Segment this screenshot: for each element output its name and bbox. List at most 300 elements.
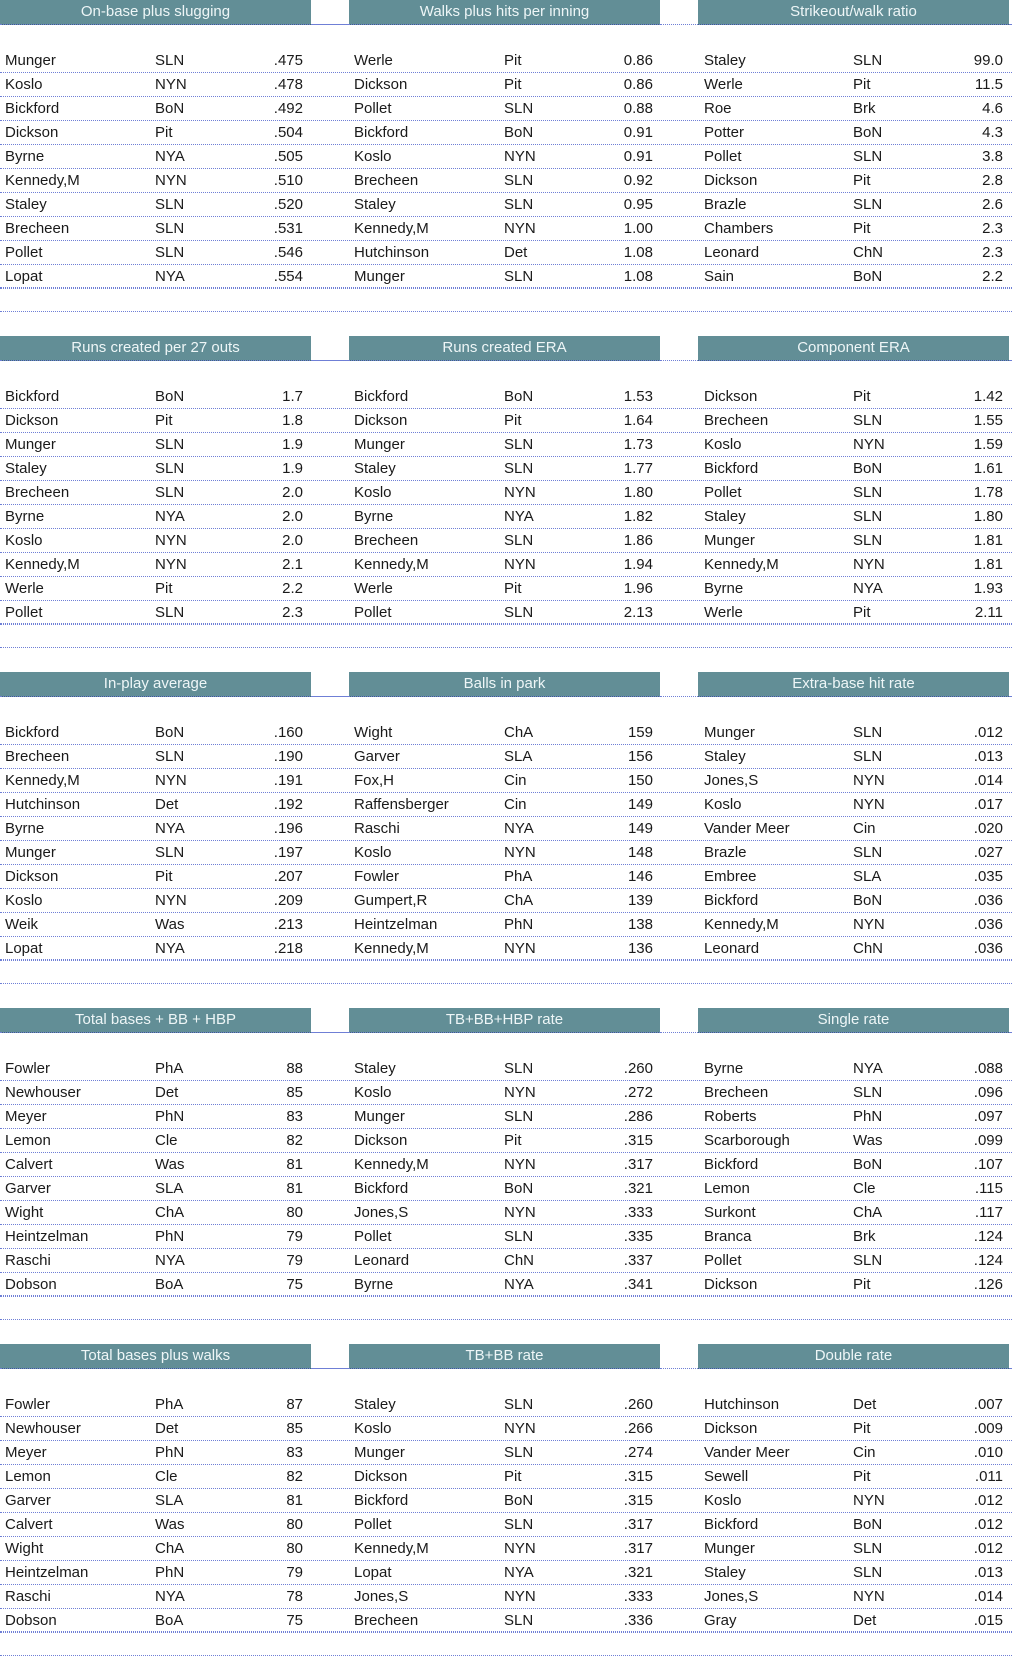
table-row [0, 504, 1012, 529]
table-row [0, 528, 1012, 553]
stat-value: 0.91 [623, 148, 653, 165]
player-name: Brecheen [5, 220, 70, 237]
team-code: NYN [853, 772, 885, 789]
stat-value: 1.9 [282, 460, 303, 477]
team-code: ChA [155, 1204, 185, 1221]
stat-value: 2.6 [982, 196, 1003, 213]
player-name: Bickford [354, 1180, 409, 1197]
team-code: NYN [504, 1540, 536, 1557]
team-code: PhN [504, 916, 534, 933]
stat-value: .554 [273, 268, 303, 285]
team-code: ChA [504, 892, 534, 909]
player-name: Bickford [5, 100, 60, 117]
team-code: PhN [155, 1108, 185, 1125]
team-code: NYN [853, 1588, 885, 1605]
table-row [0, 792, 1012, 817]
team-code: PhN [155, 1228, 185, 1245]
table-row [0, 1512, 1012, 1537]
player-name: Heintzelman [354, 916, 438, 933]
stat-value: .012 [973, 1540, 1003, 1557]
team-code: Pit [504, 76, 522, 93]
stat-value: .012 [973, 1516, 1003, 1533]
player-name: Pollet [704, 148, 742, 165]
player-name: Raschi [354, 820, 400, 837]
stat-value: 150 [627, 772, 653, 789]
section-header: Total bases plus walks [0, 1344, 311, 1369]
player-name: Newhouser [5, 1084, 81, 1101]
team-code: PhA [504, 868, 533, 885]
team-code: Pit [504, 412, 522, 429]
player-name: Dobson [5, 1276, 57, 1293]
team-code: Det [155, 1084, 179, 1101]
player-name: Pollet [704, 484, 742, 501]
stat-value: .207 [273, 868, 303, 885]
team-code: NYN [155, 172, 187, 189]
section-header: Double rate [698, 1344, 1009, 1369]
team-code: SLN [155, 844, 185, 861]
stat-value: 149 [627, 796, 653, 813]
stat-value: 99.0 [973, 52, 1003, 69]
team-code: SLN [853, 1084, 883, 1101]
team-code: PhN [853, 1108, 883, 1125]
stat-value: 1.59 [973, 436, 1003, 453]
team-code: SLN [504, 604, 534, 621]
player-name: Kennedy,M [5, 772, 80, 789]
team-code: NYA [155, 1588, 185, 1605]
team-code: NYA [155, 508, 185, 525]
player-name: Munger [704, 1540, 755, 1557]
stat-value: .209 [273, 892, 303, 909]
header-gap [660, 1344, 698, 1369]
stat-value: 85 [286, 1084, 303, 1101]
team-code: Pit [853, 172, 871, 189]
table-row [0, 1176, 1012, 1201]
player-name: Koslo [5, 532, 43, 549]
player-name: Bickford [354, 1492, 409, 1509]
player-name: Kennedy,M [5, 172, 80, 189]
player-name: Pollet [354, 604, 392, 621]
stat-value: 1.08 [623, 244, 653, 261]
team-code: SLN [155, 604, 185, 621]
stat-value: .505 [273, 148, 303, 165]
stat-value: .510 [273, 172, 303, 189]
player-name: Scarborough [704, 1132, 790, 1149]
stat-value: 1.7 [282, 388, 303, 405]
player-name: Fowler [354, 868, 400, 885]
stat-value: 2.0 [282, 532, 303, 549]
player-name: Koslo [354, 1420, 392, 1437]
stat-value: 1.73 [623, 436, 653, 453]
player-name: Staley [5, 460, 47, 477]
stat-value: 1.81 [973, 556, 1003, 573]
stat-value: 0.91 [623, 124, 653, 141]
stat-value: .126 [973, 1276, 1003, 1293]
stat-value: 139 [627, 892, 653, 909]
stat-value: 1.53 [623, 388, 653, 405]
stat-value: 2.13 [623, 604, 653, 621]
player-name: Meyer [5, 1108, 47, 1125]
table-row [0, 744, 1012, 769]
player-name: Pollet [704, 1252, 742, 1269]
stat-value: 1.64 [623, 412, 653, 429]
team-code: BoN [504, 1180, 534, 1197]
team-code: Cin [504, 796, 527, 813]
player-name: Bickford [5, 388, 60, 405]
table-row [0, 1584, 1012, 1609]
stat-value: 2.3 [982, 244, 1003, 261]
team-code: NYN [504, 1420, 536, 1437]
player-name: Calvert [5, 1516, 53, 1533]
team-code: Was [155, 1156, 185, 1173]
stat-value: 0.95 [623, 196, 653, 213]
stat-value: 81 [286, 1180, 303, 1197]
stat-value: .035 [973, 868, 1003, 885]
stat-value: .190 [273, 748, 303, 765]
stat-value: .036 [973, 892, 1003, 909]
player-name: Dickson [704, 1276, 758, 1293]
team-code: ChN [504, 1252, 535, 1269]
player-name: Leonard [704, 244, 760, 261]
table-row [0, 456, 1012, 481]
team-code: BoN [853, 892, 883, 909]
stat-value: .341 [623, 1276, 653, 1293]
stat-value: .027 [973, 844, 1003, 861]
player-name: Koslo [354, 1084, 392, 1101]
stat-value: 159 [627, 724, 653, 741]
stat-value: .192 [273, 796, 303, 813]
player-name: Koslo [354, 844, 392, 861]
stat-value: 85 [286, 1420, 303, 1437]
player-name: Bickford [704, 460, 759, 477]
table-row [0, 1608, 1012, 1633]
stat-value: 79 [286, 1564, 303, 1581]
player-name: Roe [704, 100, 732, 117]
player-name: Pollet [354, 1228, 392, 1245]
player-name: Dickson [5, 868, 59, 885]
player-name: Staley [704, 1564, 746, 1581]
player-name: Jones,S [704, 772, 759, 789]
stat-value: 2.1 [282, 556, 303, 573]
team-code: SLN [853, 52, 883, 69]
team-code: SLN [853, 148, 883, 165]
player-name: Heintzelman [5, 1228, 89, 1245]
team-code: SLA [504, 748, 533, 765]
team-code: SLN [853, 484, 883, 501]
team-code: NYN [504, 484, 536, 501]
stat-value: .317 [623, 1156, 653, 1173]
header-gap [311, 1344, 349, 1369]
stat-value: .520 [273, 196, 303, 213]
section-header: Runs created per 27 outs [0, 336, 311, 361]
table-row [0, 912, 1012, 937]
player-name: Brecheen [5, 748, 70, 765]
stat-value: .475 [273, 52, 303, 69]
row-divider [0, 1655, 1012, 1656]
player-name: Chambers [704, 220, 774, 237]
header-gap [660, 1008, 698, 1033]
stat-value: .011 [974, 1468, 1003, 1485]
team-code: PhA [155, 1396, 184, 1413]
header-gap [311, 336, 349, 361]
player-name: Leonard [354, 1252, 410, 1269]
team-code: SLA [155, 1180, 184, 1197]
player-name: Gumpert,R [354, 892, 428, 909]
stat-value: .336 [623, 1612, 653, 1629]
team-code: Pit [155, 580, 173, 597]
team-code: SLN [155, 484, 185, 501]
stat-value: .272 [623, 1084, 653, 1101]
stat-value: 1.55 [973, 412, 1003, 429]
table-row [0, 96, 1012, 121]
team-code: NYN [504, 1204, 536, 1221]
team-code: Was [155, 916, 185, 933]
player-name: Byrne [5, 508, 45, 525]
stat-value: 82 [286, 1468, 303, 1485]
team-code: SLN [504, 100, 534, 117]
player-name: Brecheen [354, 532, 419, 549]
table-row [0, 120, 1012, 145]
header-gap [311, 0, 349, 25]
player-name: Kennedy,M [704, 556, 779, 573]
player-name: Brecheen [354, 1612, 419, 1629]
player-name: Dickson [354, 1132, 408, 1149]
team-code: Det [853, 1612, 877, 1629]
team-code: NYN [155, 556, 187, 573]
team-code: SLN [853, 508, 883, 525]
team-code: NYA [155, 148, 185, 165]
player-name: Byrne [354, 1276, 394, 1293]
stat-value: 79 [286, 1228, 303, 1245]
table-row [0, 144, 1012, 169]
player-name: Dickson [354, 76, 408, 93]
player-name: Werle [704, 604, 743, 621]
table-row [0, 264, 1012, 289]
player-name: Kennedy,M [354, 1156, 429, 1173]
player-name: Bickford [704, 892, 759, 909]
player-name: Wight [5, 1204, 44, 1221]
stat-value: 80 [286, 1540, 303, 1557]
team-code: SLN [853, 748, 883, 765]
player-name: Leonard [704, 940, 760, 957]
section-header: Strikeout/walk ratio [698, 0, 1009, 25]
team-code: SLN [504, 1108, 534, 1125]
player-name: Hutchinson [354, 244, 430, 261]
stat-value: 1.00 [623, 220, 653, 237]
stat-value: .478 [273, 76, 303, 93]
table-row [0, 840, 1012, 865]
player-name: Lopat [354, 1564, 392, 1581]
team-code: Was [853, 1132, 883, 1149]
stat-value: 0.86 [623, 76, 653, 93]
player-name: Kennedy,M [354, 220, 429, 237]
team-code: Pit [853, 388, 871, 405]
stat-value: .015 [973, 1612, 1003, 1629]
stat-value: 1.9 [282, 436, 303, 453]
table-row [0, 48, 1012, 73]
stat-value: 75 [286, 1276, 303, 1293]
team-code: Pit [853, 604, 871, 621]
team-code: SLN [155, 52, 185, 69]
stat-value: .107 [973, 1156, 1003, 1173]
header-gap [660, 336, 698, 361]
row-divider [0, 696, 1012, 697]
team-code: SLN [853, 532, 883, 549]
team-code: Det [853, 1396, 877, 1413]
player-name: Gray [704, 1612, 737, 1629]
stat-value: .117 [974, 1204, 1003, 1221]
stat-value: 1.96 [623, 580, 653, 597]
stat-value: .260 [623, 1396, 653, 1413]
team-code: Cin [853, 820, 876, 837]
section-header: Walks plus hits per inning [349, 0, 660, 25]
team-code: BoN [155, 388, 185, 405]
table-row [0, 576, 1012, 601]
stat-value: .315 [623, 1492, 653, 1509]
team-code: SLN [853, 1252, 883, 1269]
player-name: Werle [704, 76, 743, 93]
team-code: NYN [155, 76, 187, 93]
stat-value: .124 [973, 1228, 1003, 1245]
player-name: Koslo [354, 484, 392, 501]
stat-value: 1.81 [973, 532, 1003, 549]
table-row [0, 1080, 1012, 1105]
team-code: SLN [155, 748, 185, 765]
team-code: SLA [853, 868, 882, 885]
stat-value: .020 [973, 820, 1003, 837]
player-name: Jones,S [354, 1204, 409, 1221]
team-code: NYN [853, 556, 885, 573]
player-name: Bickford [704, 1516, 759, 1533]
stat-value: .160 [273, 724, 303, 741]
stat-value: 3.8 [982, 148, 1003, 165]
team-code: PhA [155, 1060, 184, 1077]
stat-value: .013 [973, 1564, 1003, 1581]
team-code: SLN [853, 412, 883, 429]
table-row [0, 720, 1012, 745]
player-name: Hutchinson [704, 1396, 780, 1413]
table-row [0, 936, 1012, 961]
team-code: Det [504, 244, 528, 261]
player-name: Brecheen [5, 484, 70, 501]
player-name: Kennedy,M [354, 556, 429, 573]
table-row [0, 1488, 1012, 1513]
team-code: NYA [155, 820, 185, 837]
team-code: SLN [504, 1444, 534, 1461]
table-row [0, 1464, 1012, 1489]
player-name: Staley [354, 1396, 396, 1413]
team-code: NYA [504, 820, 534, 837]
stat-value: 2.0 [282, 484, 303, 501]
player-name: Byrne [5, 148, 45, 165]
team-code: SLN [504, 532, 534, 549]
team-code: BoN [853, 124, 883, 141]
stat-value: 1.77 [623, 460, 653, 477]
team-code: NYN [504, 1084, 536, 1101]
player-name: Werle [354, 52, 393, 69]
section-header: Total bases + BB + HBP [0, 1008, 311, 1033]
player-name: Brazle [704, 844, 747, 861]
stat-value: 136 [627, 940, 653, 957]
team-code: Pit [504, 1468, 522, 1485]
player-name: Raschi [5, 1252, 51, 1269]
stat-value: 146 [627, 868, 653, 885]
stat-value: 1.78 [973, 484, 1003, 501]
stat-value: 80 [286, 1204, 303, 1221]
team-code: Pit [504, 1132, 522, 1149]
team-code: Cin [504, 772, 527, 789]
stat-block [0, 0, 1012, 336]
stat-value: 78 [286, 1588, 303, 1605]
table-row [0, 816, 1012, 841]
player-name: Dickson [704, 1420, 758, 1437]
player-name: Lopat [5, 268, 43, 285]
player-name: Dickson [5, 412, 59, 429]
player-name: Lemon [5, 1468, 51, 1485]
table-row [0, 240, 1012, 265]
player-name: Hutchinson [5, 796, 81, 813]
team-code: SLN [504, 1228, 534, 1245]
player-name: Koslo [704, 436, 742, 453]
stat-value: 0.92 [623, 172, 653, 189]
team-code: NYN [853, 916, 885, 933]
team-code: Pit [155, 868, 173, 885]
player-name: Garver [5, 1180, 51, 1197]
stat-value: .274 [623, 1444, 653, 1461]
team-code: Pit [853, 1276, 871, 1293]
player-name: Roberts [704, 1108, 757, 1125]
player-name: Staley [704, 52, 746, 69]
player-name: Fox,H [354, 772, 395, 789]
stat-value: 2.8 [982, 172, 1003, 189]
stat-value: 87 [286, 1396, 303, 1413]
player-name: Munger [354, 1444, 405, 1461]
row-divider [0, 360, 1012, 361]
team-code: NYA [853, 580, 883, 597]
stat-value: .099 [973, 1132, 1003, 1149]
team-code: Pit [504, 580, 522, 597]
team-code: NYN [155, 772, 187, 789]
section-header: In-play average [0, 672, 311, 697]
row-divider [0, 311, 1012, 312]
player-name: Lemon [704, 1180, 750, 1197]
stat-value: .335 [623, 1228, 653, 1245]
team-code: NYN [504, 1588, 536, 1605]
stat-value: .036 [973, 940, 1003, 957]
section-header: Balls in park [349, 672, 660, 697]
player-name: Staley [5, 196, 47, 213]
player-name: Kennedy,M [354, 940, 429, 957]
player-name: Munger [704, 724, 755, 741]
table-row [0, 1560, 1012, 1585]
team-code: SLA [155, 1492, 184, 1509]
player-name: Bickford [354, 388, 409, 405]
team-code: BoN [155, 100, 185, 117]
team-code: SLN [155, 196, 185, 213]
player-name: Sewell [704, 1468, 749, 1485]
player-name: Wight [354, 724, 393, 741]
team-code: SLN [853, 1540, 883, 1557]
player-name: Vander Meer [704, 1444, 790, 1461]
stat-value: .007 [973, 1396, 1003, 1413]
team-code: Pit [853, 1468, 871, 1485]
stat-value: 1.8 [282, 412, 303, 429]
stat-value: 2.2 [982, 268, 1003, 285]
player-name: Koslo [704, 1492, 742, 1509]
team-code: ChA [155, 1540, 185, 1557]
stat-block [0, 336, 1012, 672]
stat-value: 138 [627, 916, 653, 933]
section-header: Component ERA [698, 336, 1009, 361]
